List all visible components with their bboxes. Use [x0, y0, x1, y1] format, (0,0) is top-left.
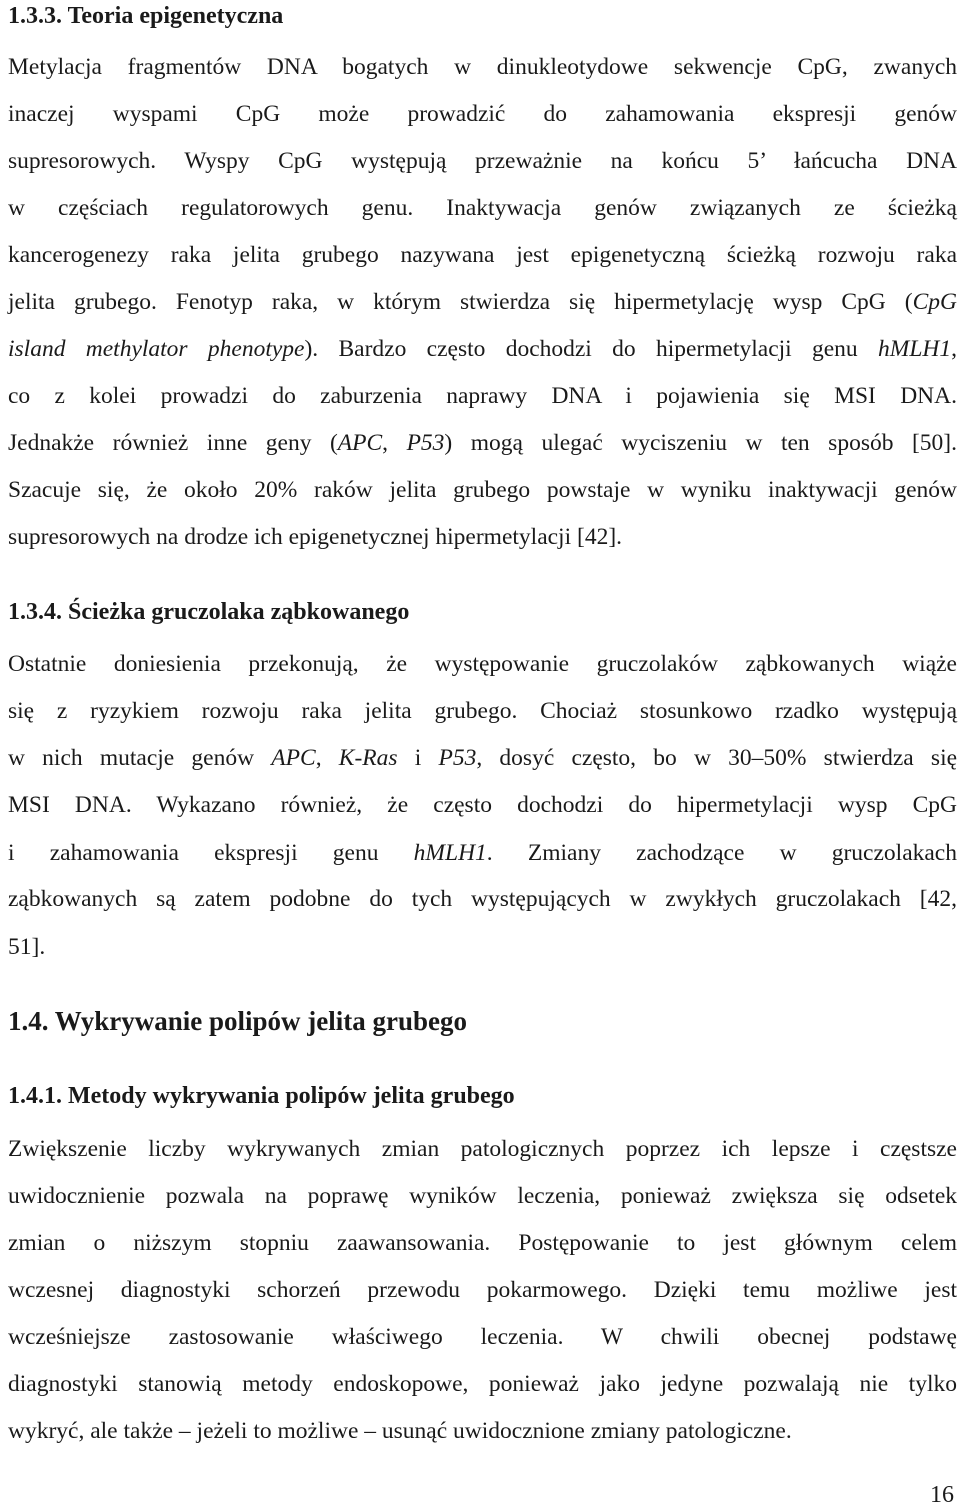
paragraph-line: [8, 1322, 957, 1352]
paragraph-line: [8, 932, 957, 962]
heading-1-4-1: 1.4.1. Metody wykrywania polipów jelita grubego: [8, 1083, 515, 1109]
text-run: kancerogenezy raka jelita grubego nazywana jest epigenetyczną ścieżką rozwoju raka: [8, 242, 957, 268]
italic-run: P53: [438, 745, 477, 771]
text-run: ,: [315, 745, 339, 771]
text-run: i: [397, 745, 439, 771]
text-run: się z ryzykiem rozwoju raka jelita grubego. Chociaż stosunkowo rzadko występują: [8, 698, 957, 724]
paragraph-line: [8, 475, 957, 505]
paragraph-line: [8, 52, 957, 82]
text-run: 51].: [8, 934, 46, 960]
paragraph-line: [8, 428, 957, 458]
text-run: ,: [951, 336, 957, 362]
heading-1-3-4: 1.3.4. Ścieżka gruczolaka ząbkowanego: [8, 599, 410, 625]
text-run: Ostatnie doniesienia przekonują, że występowanie gruczolaków ząbkowanych wiąże: [8, 651, 957, 677]
text-run: Jednakże również inne geny (: [8, 430, 338, 456]
paragraph-line: [8, 1275, 957, 1305]
paragraph-line: [8, 1416, 957, 1446]
italic-run: APC: [337, 430, 383, 456]
text-run: i zahamowania ekspresji genu: [8, 840, 414, 866]
text-run: ząbkowanych są zatem podobne do tych występujących w zwykłych gruczolakach [42,: [8, 886, 957, 912]
paragraph-line: [8, 381, 957, 411]
text-run: co z kolei prowadzi do zaburzenia naprawy DNA i pojawienia się MSI DNA.: [8, 383, 957, 409]
text-run: MSI DNA. Wykazano również, że często dochodzi do hipermetylacji wysp CpG: [8, 792, 957, 818]
paragraph-line: [8, 696, 957, 726]
italic-run: hMLH1: [878, 336, 952, 362]
paragraph-line: [8, 1181, 957, 1211]
text-run: diagnostyki stanowią metody endoskopowe, ponieważ jako jedyne pozwalają nie tylko: [8, 1371, 957, 1397]
text-run: ). Bardzo często dochodzi do hipermetylacji genu: [304, 336, 878, 362]
text-run: wykryć, ale także – jeżeli to możliwe – usunąć uwidocznione zmiany patologiczne.: [8, 1418, 792, 1444]
italic-run: APC: [271, 745, 316, 771]
text-run: jelita grubego. Fenotyp raka, w którym stwierdza się hipermetylację wysp CpG (: [8, 289, 913, 315]
text-run: supresorowych. Wyspy CpG występują przeważnie na końcu 5’ łańcucha DNA: [8, 148, 957, 174]
paragraph-line: [8, 193, 957, 223]
paragraph-line: [8, 838, 957, 868]
text-run: w częściach regulatorowych genu. Inaktywacja genów związanych ze ścieżką: [8, 195, 957, 221]
italic-run: P53: [406, 430, 445, 456]
page-number: 16: [930, 1482, 954, 1508]
text-run: wcześniejsze zastosowanie właściwego leczenia. W chwili obecnej podstawę: [8, 1324, 957, 1350]
paragraph-line: [8, 240, 957, 270]
paragraph-line: [8, 99, 957, 129]
paragraph-line: [8, 146, 957, 176]
paragraph-line: [8, 790, 957, 820]
heading-1-4: 1.4. Wykrywanie polipów jelita grubego: [8, 1006, 468, 1036]
heading-1-3-3: 1.3.3. Teoria epigenetyczna: [8, 3, 284, 29]
text-run: Zwiększenie liczby wykrywanych zmian patologicznych poprzez ich lepsze i częstsze: [8, 1136, 957, 1162]
text-run: Szacuje się, że około 20% raków jelita grubego powstaje w wyniku inaktywacji genów: [8, 477, 957, 503]
paragraph-line: [8, 743, 957, 773]
text-run: zmian o niższym stopniu zaawansowania. Postępowanie to jest głównym celem: [8, 1230, 957, 1256]
paragraph-line: [8, 287, 957, 317]
paragraph-line: [8, 884, 957, 914]
text-run: ,: [382, 430, 407, 456]
paragraph-line: [8, 1369, 957, 1399]
italic-run: K-Ras: [338, 745, 398, 771]
italic-run: island methylator phenotype: [8, 336, 305, 362]
text-run: . Zmiany zachodzące w gruczolakach: [486, 840, 957, 866]
italic-run: hMLH1: [413, 840, 487, 866]
text-run: w nich mutacje genów: [8, 745, 272, 771]
text-run: inaczej wyspami CpG może prowadzić do zahamowania ekspresji genów: [8, 101, 957, 127]
paragraph-line: [8, 522, 957, 552]
paragraph-line: [8, 334, 957, 364]
text-run: supresorowych na drodze ich epigenetycznej hipermetylacji [42].: [8, 524, 623, 550]
text-run: Metylacja fragmentów DNA bogatych w dinukleotydowe sekwencje CpG, zwanych: [8, 54, 957, 80]
text-run: ) mogą ulegać wyciszeniu w ten sposób [50].: [444, 430, 957, 456]
text-run: uwidocznienie pozwala na poprawę wyników leczenia, ponieważ zwiększa się odsetek: [8, 1183, 957, 1209]
paragraph-line: [8, 649, 957, 679]
paragraph-line: [8, 1228, 957, 1258]
italic-run: CpG: [912, 289, 957, 315]
text-run: , dosyć często, bo w 30–50% stwierdza się: [476, 745, 958, 771]
paragraph-line: [8, 1134, 957, 1164]
text-run: wczesnej diagnostyki schorzeń przewodu pokarmowego. Dzięki temu możliwe jest: [8, 1277, 957, 1303]
